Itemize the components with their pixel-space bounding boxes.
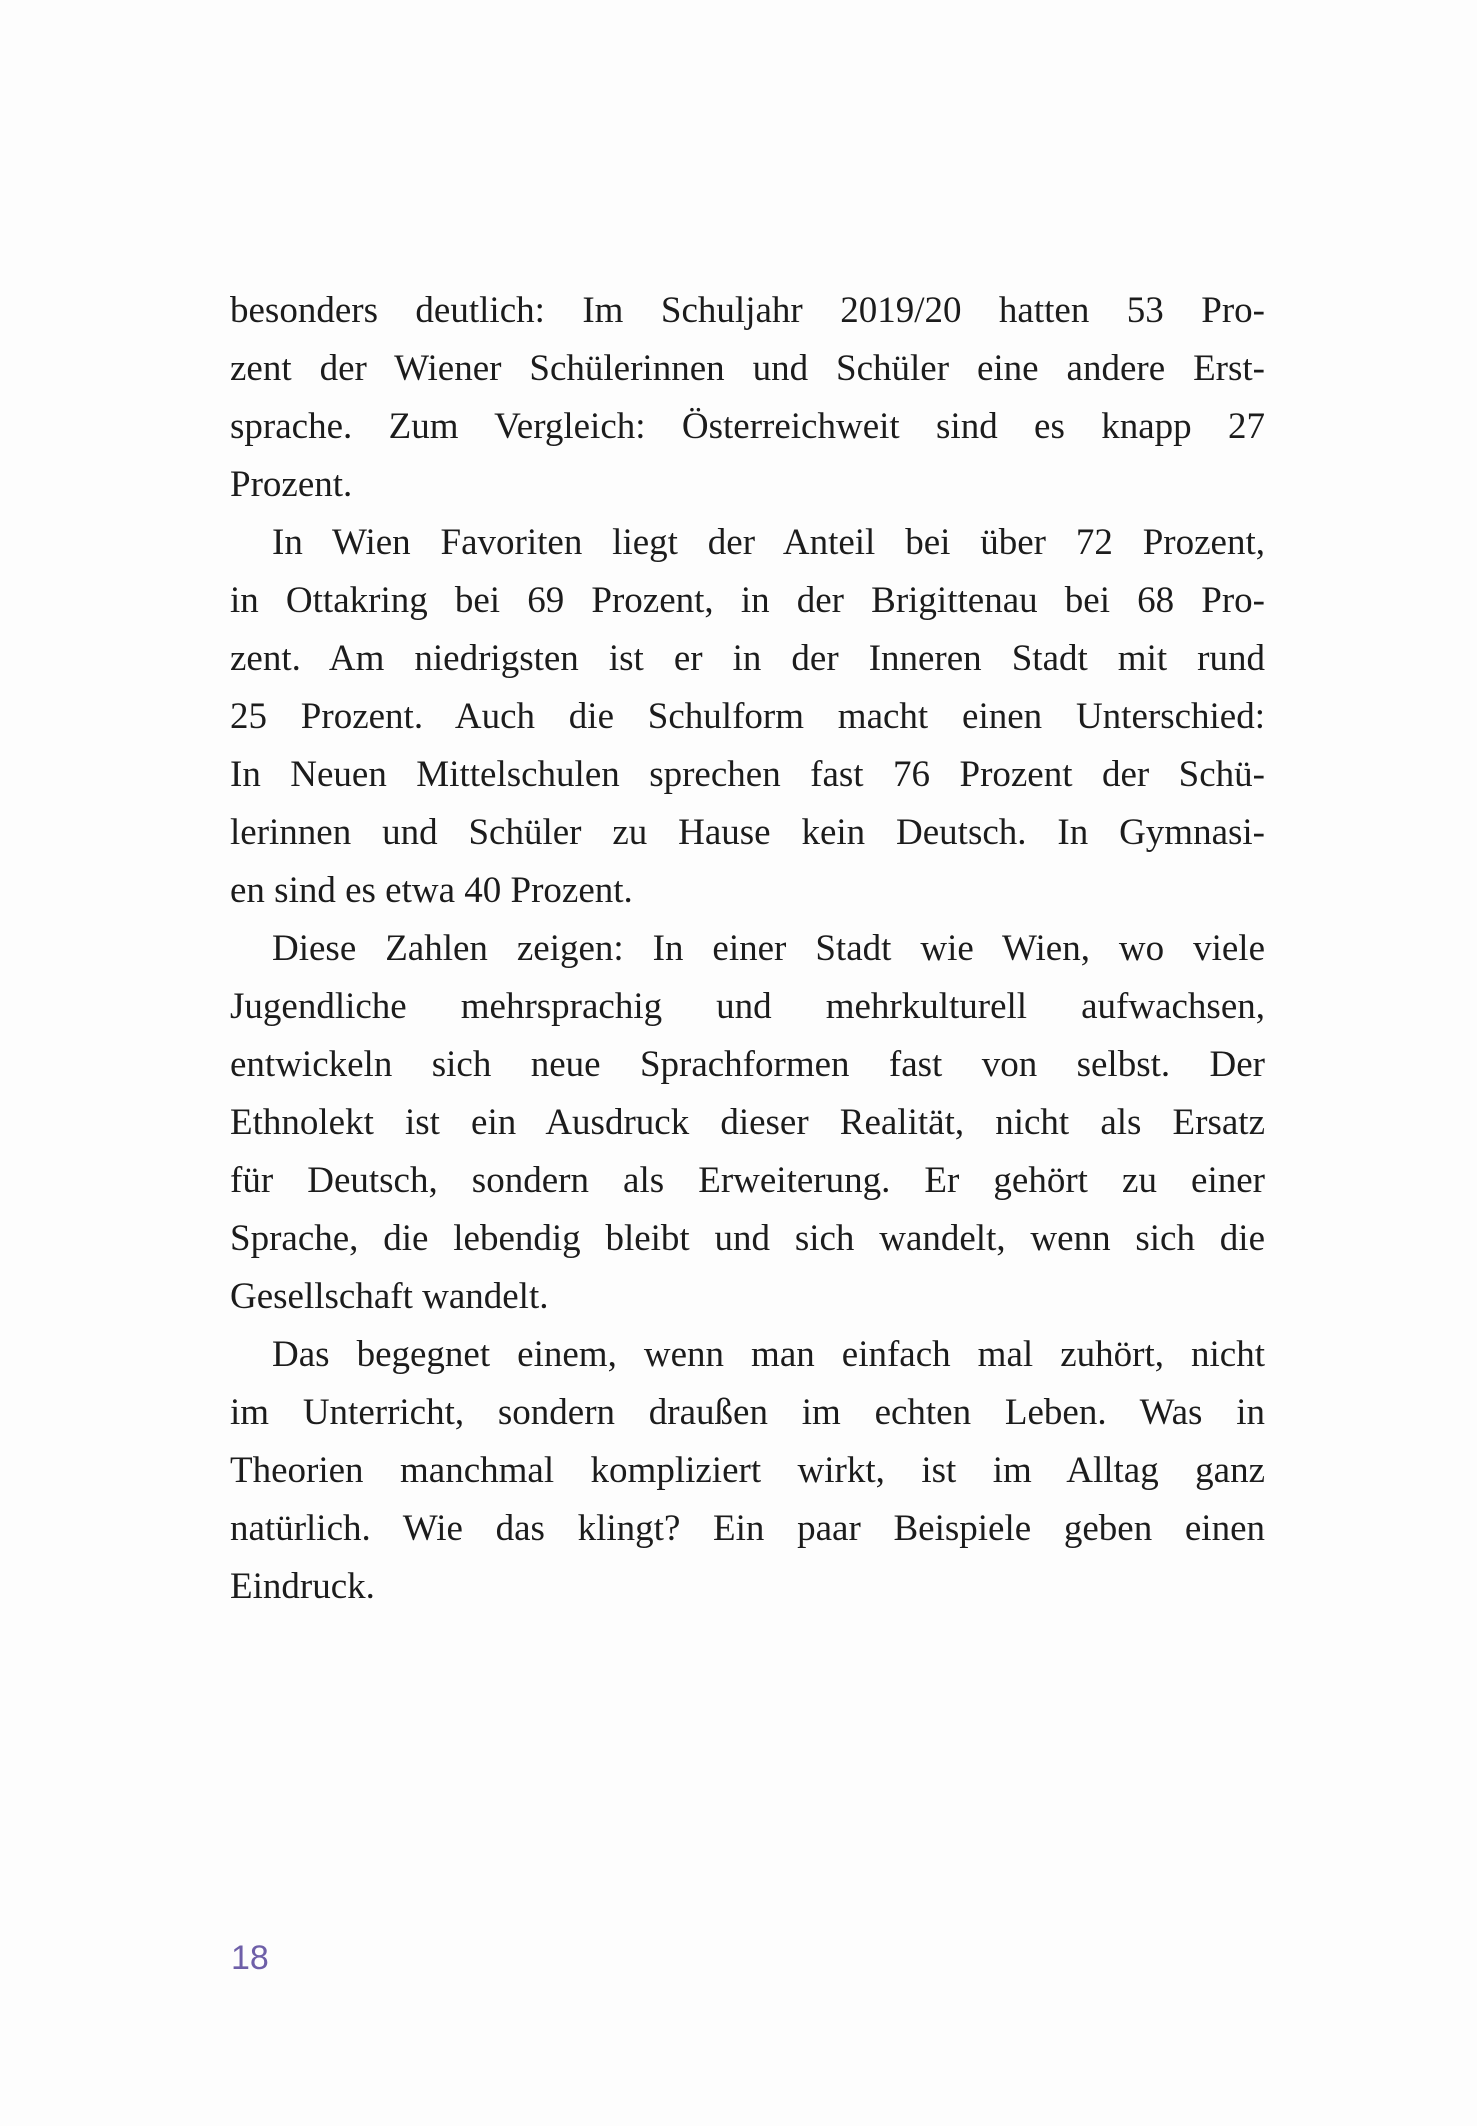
text-line: lerinnen und Schüler zu Hause kein Deutsch. In Gymnasi- <box>230 812 1265 853</box>
text-line: Eindruck. <box>230 1566 375 1607</box>
text-line: für Deutsch, sondern als Erweiterung. Er gehört zu einer <box>230 1160 1265 1201</box>
paragraph <box>230 514 1265 920</box>
page-text <box>230 282 1265 1616</box>
text-line: zent der Wiener Schülerinnen und Schüler eine andere Erst- <box>230 348 1265 389</box>
paragraph <box>230 1326 1265 1616</box>
text-line: natürlich. Wie das klingt? Ein paar Beispiele geben einen <box>230 1508 1265 1549</box>
text-line: Diese Zahlen zeigen: In einer Stadt wie Wien, wo viele <box>272 928 1265 969</box>
text-line: In Neuen Mittelschulen sprechen fast 76 Prozent der Schü- <box>230 754 1265 795</box>
text-line: im Unterricht, sondern draußen im echten Leben. Was in <box>230 1392 1265 1433</box>
text-line: besonders deutlich: Im Schuljahr 2019/20 hatten 53 Pro- <box>230 290 1265 331</box>
text-line: 25 Prozent. Auch die Schulform macht einen Unterschied: <box>230 696 1265 737</box>
text-line: sprache. Zum Vergleich: Österreichweit sind es knapp 27 <box>230 406 1265 447</box>
text-line: Theorien manchmal kompliziert wirkt, ist im Alltag ganz <box>230 1450 1265 1491</box>
text-line: In Wien Favoriten liegt der Anteil bei über 72 Prozent, <box>272 522 1265 563</box>
text-line: entwickeln sich neue Sprachformen fast von selbst. Der <box>230 1044 1265 1085</box>
text-line: Ethnolekt ist ein Ausdruck dieser Realität, nicht als Ersatz <box>230 1102 1265 1143</box>
page-number: 18 <box>231 1939 269 1977</box>
text-line: en sind es etwa 40 Prozent. <box>230 870 633 911</box>
paragraph <box>230 920 1265 1326</box>
text-line: zent. Am niedrigsten ist er in der Inneren Stadt mit rund <box>230 638 1265 679</box>
paragraph <box>230 282 1265 514</box>
text-line: Sprache, die lebendig bleibt und sich wandelt, wenn sich die <box>230 1218 1265 1259</box>
text-line: Gesellschaft wandelt. <box>230 1276 549 1317</box>
text-line: Das begegnet einem, wenn man einfach mal zuhört, nicht <box>272 1334 1265 1375</box>
text-line: in Ottakring bei 69 Prozent, in der Brigittenau bei 68 Pro- <box>230 580 1265 621</box>
text-line: Prozent. <box>230 464 353 505</box>
text-line: Jugendliche mehrsprachig und mehrkulturell aufwachsen, <box>230 986 1265 1027</box>
